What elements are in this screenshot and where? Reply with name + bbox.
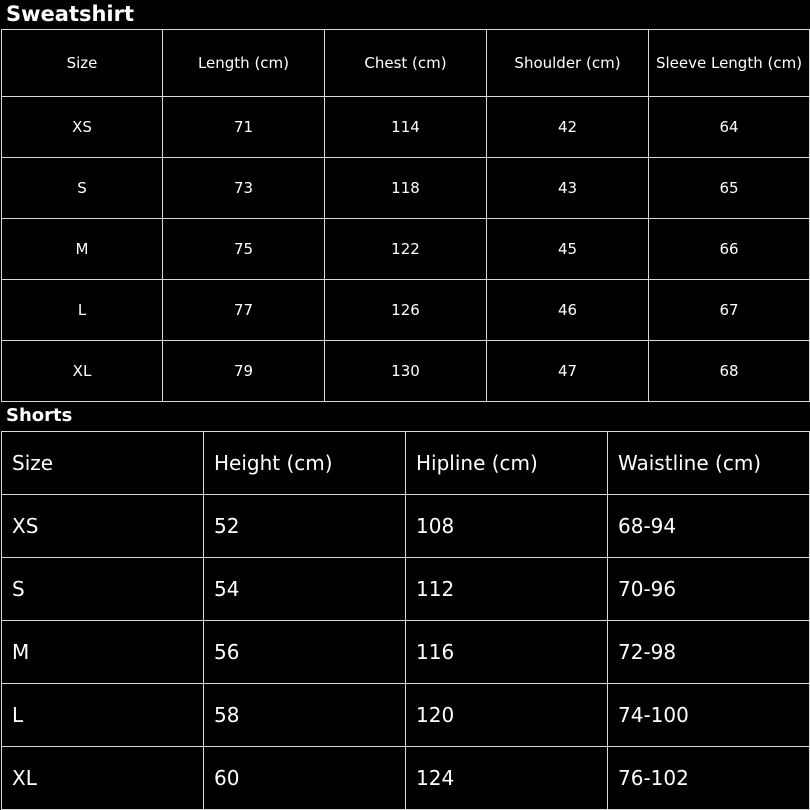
table-cell: 116	[406, 621, 608, 684]
table-header-row	[2, 432, 810, 495]
table-cell: 114	[325, 97, 487, 158]
table-cell: 71	[163, 97, 325, 158]
table-cell: 124	[406, 747, 608, 810]
header-cell: Size	[2, 30, 163, 97]
table-cell: 67	[649, 280, 810, 341]
table-cell: XS	[2, 495, 204, 558]
table-cell: 108	[406, 495, 608, 558]
table-cell: 54	[204, 558, 406, 621]
table-row	[2, 558, 810, 621]
table-cell: 60	[204, 747, 406, 810]
table-row	[2, 621, 810, 684]
table-cell: S	[2, 158, 163, 219]
header-cell: Hipline (cm)	[406, 432, 608, 495]
table-row	[2, 341, 810, 402]
table-cell: 65	[649, 158, 810, 219]
table-cell: 43	[487, 158, 649, 219]
table-cell: 66	[649, 219, 810, 280]
table-row	[2, 158, 810, 219]
sweatshirt-title: Sweatshirt	[6, 2, 135, 26]
header-cell: Length (cm)	[163, 30, 325, 97]
table-cell: 74-100	[608, 684, 810, 747]
shorts-size-table	[1, 431, 810, 810]
header-cell: Size	[2, 432, 204, 495]
table-cell: 79	[163, 341, 325, 402]
table-cell: 58	[204, 684, 406, 747]
header-cell: Sleeve Length (cm)	[649, 30, 810, 97]
table-row	[2, 280, 810, 341]
table-row	[2, 219, 810, 280]
table-cell: 112	[406, 558, 608, 621]
table-cell: XL	[2, 747, 204, 810]
table-cell: 56	[204, 621, 406, 684]
header-cell: Waistline (cm)	[608, 432, 810, 495]
header-cell: Shoulder (cm)	[487, 30, 649, 97]
table-cell: L	[2, 280, 163, 341]
sweatshirt-size-table	[1, 29, 810, 402]
table-cell: 76-102	[608, 747, 810, 810]
table-row	[2, 97, 810, 158]
table-cell: 72-98	[608, 621, 810, 684]
table-cell: 45	[487, 219, 649, 280]
table-cell: S	[2, 558, 204, 621]
table-cell: XS	[2, 97, 163, 158]
table-cell: M	[2, 621, 204, 684]
table-cell: 46	[487, 280, 649, 341]
table-cell: 120	[406, 684, 608, 747]
table-cell: 122	[325, 219, 487, 280]
table-cell: 118	[325, 158, 487, 219]
table-cell: 68-94	[608, 495, 810, 558]
header-cell: Chest (cm)	[325, 30, 487, 97]
table-cell: 70-96	[608, 558, 810, 621]
table-cell: 42	[487, 97, 649, 158]
table-cell: 75	[163, 219, 325, 280]
table-cell: 130	[325, 341, 487, 402]
table-row	[2, 684, 810, 747]
table-header-row	[2, 30, 810, 97]
table-cell: 64	[649, 97, 810, 158]
table-cell: 68	[649, 341, 810, 402]
table-row	[2, 747, 810, 810]
header-cell: Height (cm)	[204, 432, 406, 495]
table-cell: 52	[204, 495, 406, 558]
table-cell: L	[2, 684, 204, 747]
table-cell: 77	[163, 280, 325, 341]
table-cell: XL	[2, 341, 163, 402]
table-cell: 47	[487, 341, 649, 402]
table-cell: 126	[325, 280, 487, 341]
table-cell: 73	[163, 158, 325, 219]
table-cell: M	[2, 219, 163, 280]
table-row	[2, 495, 810, 558]
shorts-title: Shorts	[6, 405, 73, 426]
